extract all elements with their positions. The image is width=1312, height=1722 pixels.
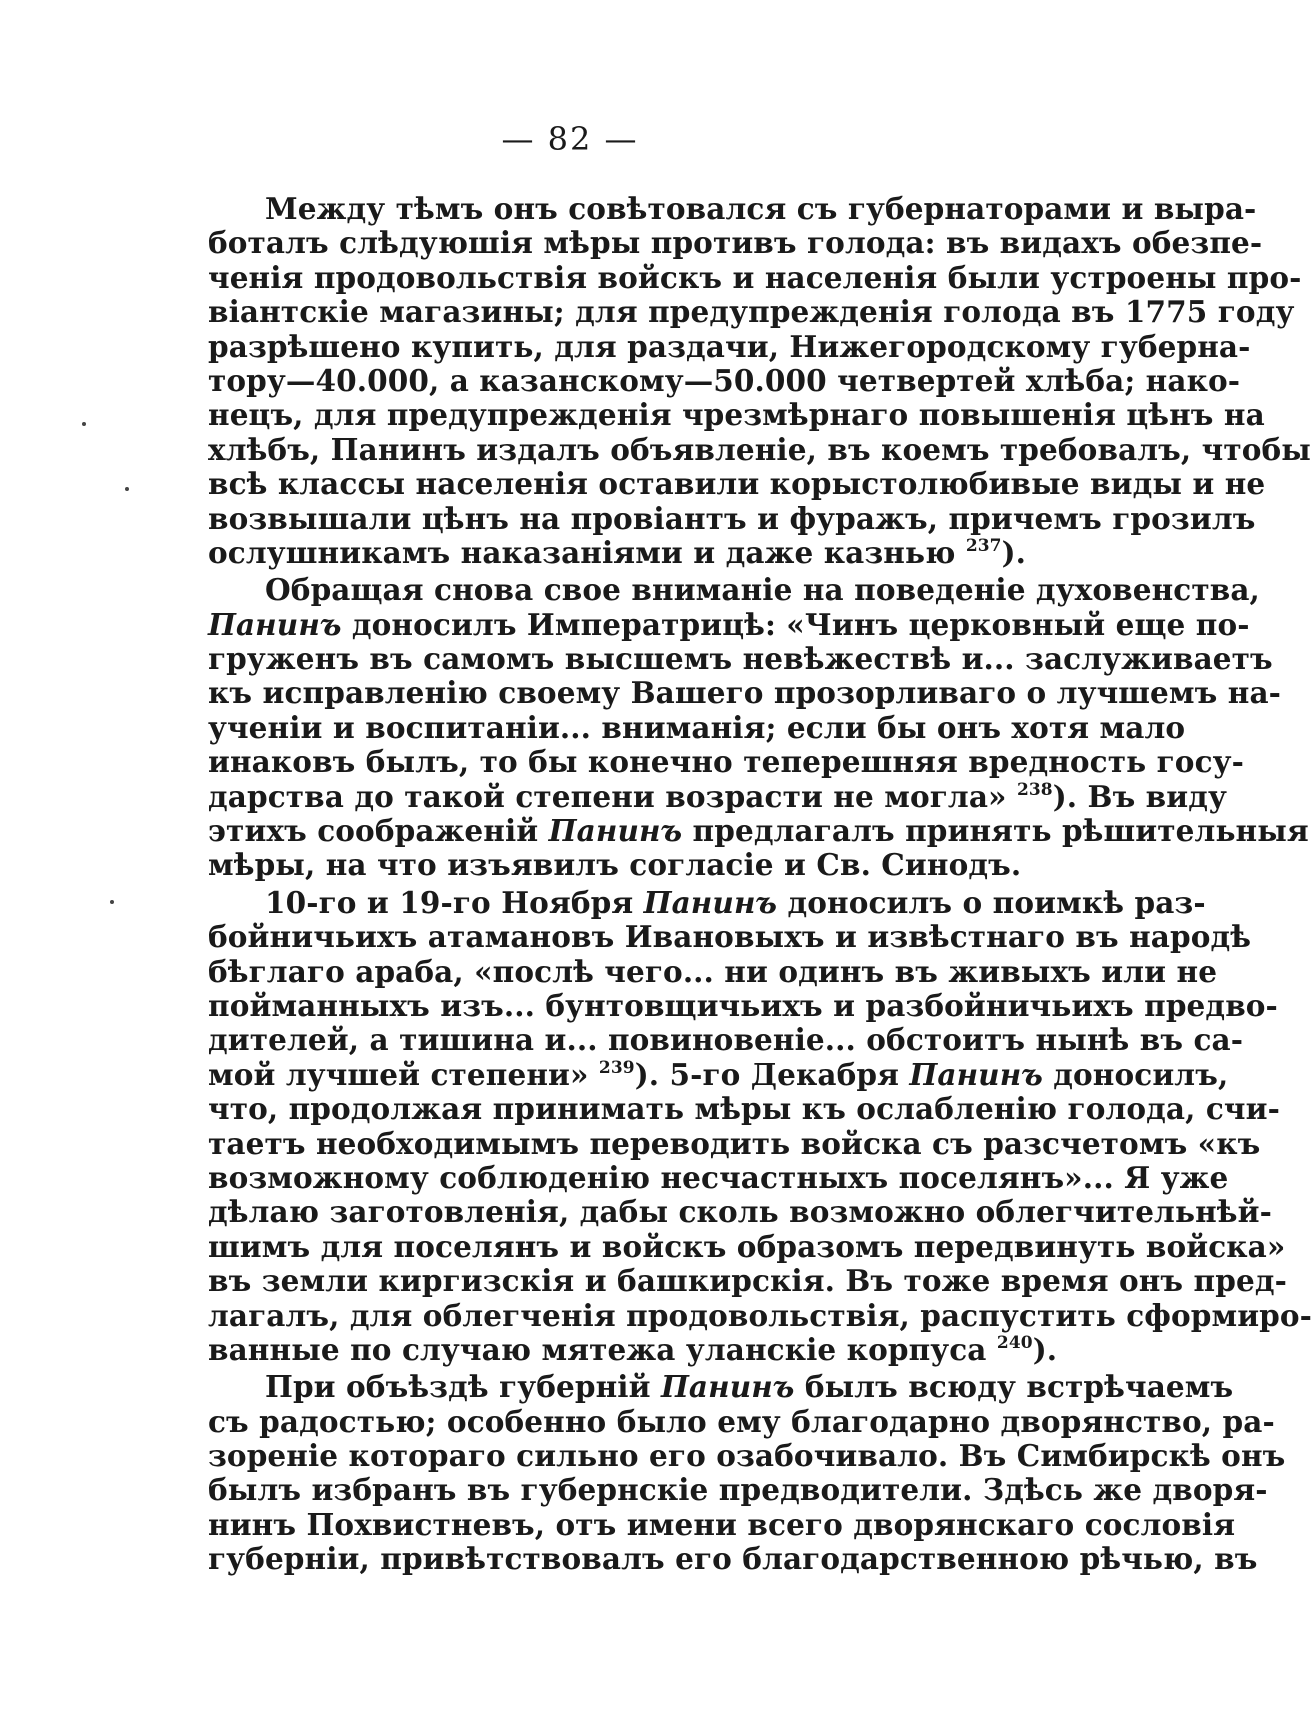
text-line [208,500,1256,536]
paragraph [208,884,1312,1367]
footnote-ref: 237 [965,535,1002,556]
text-run: всѣ классы населенія оставили корыстолюбивые виды и не [208,466,1266,502]
text-line [208,1056,1229,1092]
text-line [208,1022,1244,1058]
text-line [208,1125,1261,1161]
text-run: возвышали цѣнъ на провіантъ и фуражъ, причемъ грозилъ [208,500,1256,536]
text-run: въ земли киргизскія и башкирскія. Въ тоже время онъ пред- [208,1263,1287,1299]
text-run: пойманныхъ изъ... бунтовщичьихъ и разбойничьихъ предво- [208,987,1278,1023]
text-line [208,397,1265,433]
text-run: тору—40.000, а казанскому—50.000 четвертей хлѣба; нако- [208,362,1241,398]
text-line [208,1228,1286,1264]
text-run: При объѣздѣ губерній [265,1369,661,1405]
text-run: ). 5-го Декабря [634,1056,910,1092]
text-line [208,953,1218,989]
text-run: доносилъ, [1042,1056,1229,1092]
scan-speck [125,487,129,491]
footnote-ref: 239 [598,1057,635,1078]
text-run: мой лучшей степени» [208,1056,599,1092]
text-run: былъ всюду встрѣчаемъ [794,1369,1234,1405]
text-line [208,709,1186,745]
italic-name: Панинъ [548,813,683,849]
text-run: ослушникамъ наказаніями и даже казнью [208,534,966,570]
text-line [208,328,1251,364]
text-run: ). [1032,1331,1058,1367]
text-line [208,606,1250,642]
text-run: нинъ Похвистневъ, отъ имени всего дворянскаго сословія [208,1506,1236,1542]
text-line [208,675,1282,711]
text-run: доносилъ Императрицѣ: «Чинъ церковный еще по- [341,606,1250,642]
text-line [208,431,1311,467]
body-text [208,191,1312,1577]
italic-name: Панинъ [909,1056,1043,1092]
paragraph [208,1369,1286,1577]
text-line [208,294,1295,330]
text-line [208,259,1302,295]
text-line [208,778,1227,814]
text-line [208,1472,1268,1508]
text-run: инаковъ былъ, то бы конечно теперешняя вредность госу- [208,744,1244,780]
italic-name: Панинъ [660,1369,795,1405]
footnote-ref: 238 [1016,779,1053,800]
text-line [208,572,1260,608]
text-line [208,1297,1312,1333]
text-line [208,1506,1236,1542]
text-line [208,848,1044,882]
text-run: груженъ въ самомъ высшемъ невѣжествѣ и... заслуживаетъ [208,641,1273,677]
text-run: губерніи, привѣтствовалъ его благодарственною рѣчью, въ [208,1541,1258,1577]
paragraph [208,191,1311,570]
text-run: къ исправленію своему Вашего прозорливаго о лучшемъ на- [208,675,1282,711]
text-run: ). Въ виду [1052,778,1227,814]
text-run: нецъ, для предупрежденія чрезмѣрнаго повышенія цѣнъ на [208,397,1265,433]
page-number: — 82 — [501,120,639,158]
text-line [208,225,1263,261]
text-run: бойничьихъ атамановъ Ивановыхъ и извѣстнаго въ народѣ [208,919,1252,955]
text-line [208,1331,1058,1367]
text-line [208,1403,1275,1439]
text-line [208,1369,1234,1405]
text-run: дарства до такой степени возрасти не могла» [208,778,1017,814]
text-run: шимъ для поселянъ и войскъ образомъ передвинуть войска» [208,1228,1286,1264]
text-run: возможному соблюденію несчастныхъ поселянъ»... Я уже [208,1159,1229,1195]
text-line [208,466,1266,502]
text-line [208,536,1044,570]
text-run: предлагалъ принять рѣшительныя [682,813,1309,849]
scan-speck [82,422,86,426]
italic-name: Панинъ [643,884,778,920]
text-run: таетъ необходимымъ переводить войска съ разсчетомъ «къ [208,1125,1261,1161]
text-run: ванные по случаю мятежа уланскіе корпуса [208,1331,997,1367]
scan-speck [110,900,114,904]
text-run: віантскіе магазины; для предупрежденія голода въ 1775 году [208,294,1295,330]
text-run: Обращая снова свое вниманіе на поведеніе духовенства, [265,572,1260,608]
text-run: боталъ слѣдуюшія мѣры противъ голода: въ видахъ обезпе- [208,225,1263,261]
text-run: мѣры, на что изъявилъ согласіе и Св. Синодъ. [208,847,1022,883]
text-run: этихъ соображеній [208,813,549,849]
text-run: дѣлаю заготовленія, дабы сколь возможно облегчительнѣй- [208,1194,1272,1230]
text-run: ученіи и воспитаніи... вниманія; если бы онъ хотя мало [208,709,1186,745]
text-run: съ радостью; особенно было ему благодарно дворянство, ра- [208,1403,1275,1439]
text-line [208,641,1273,677]
text-line [208,1159,1229,1195]
paragraph [208,572,1309,883]
text-run: 10-го и 19-го Ноября [265,884,644,920]
text-run: бѣглаго араба, «послѣ чего... ни одинъ въ живыхъ или не [208,953,1218,989]
text-run: хлѣбъ, Панинъ издалъ объявленіе, въ коемъ требовалъ, чтобы [208,431,1311,467]
text-line [208,191,1257,226]
text-run: ченія продовольствія войскъ и населенія были устроены про- [208,259,1302,295]
italic-name: Панинъ [208,606,342,642]
text-line [208,362,1241,398]
text-run: разрѣшено купить, для раздачи, Нижегородскому губерна- [208,328,1251,364]
text-line [208,1541,1258,1577]
text-run: что, продолжая принимать мѣры къ ослабленію голода, счи- [208,1091,1280,1127]
text-line [208,919,1252,955]
text-line [208,813,1309,849]
text-run: Между тѣмъ онъ совѣтовался съ губернаторами и выра- [265,191,1257,226]
text-run: зореніе котораго сильно его озабочивало. Въ Симбирскѣ онъ [208,1438,1286,1474]
text-line [208,1438,1286,1474]
text-line [208,1263,1287,1299]
text-run: ). [1001,534,1027,570]
text-line [208,987,1278,1023]
text-line [208,1194,1272,1230]
text-line [208,744,1244,780]
text-line [208,1091,1280,1127]
footnote-ref: 240 [996,1332,1033,1353]
text-run: доносилъ о поимкѣ раз- [777,884,1206,920]
text-run: былъ избранъ въ губернскіе предводители. Здѣсь же дворя- [208,1472,1268,1508]
text-run: дителей, а тишина и... повиновеніе... обстоитъ нынѣ въ са- [208,1022,1244,1058]
text-run: лагалъ, для облегченія продовольствія, распустить сформиро- [208,1297,1312,1333]
text-line [208,884,1206,920]
